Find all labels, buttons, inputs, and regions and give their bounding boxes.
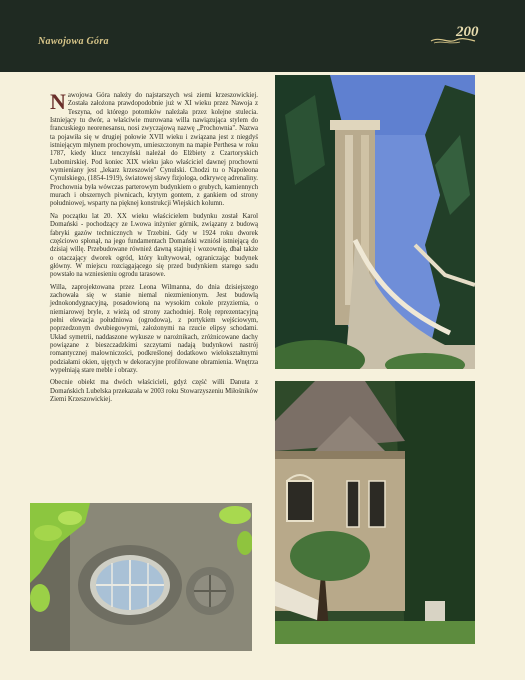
paragraph-1-text: awojowa Góra należy do najstarszych wsi ziemi krzeszowickiej. Została założona prawdopodobnie już w XI wieku przez Nawoja z Teszyna, od którego potomków należała przez kolejne stulecia. Istniejący tu dwór, a właściwie murowana willa nawiązująca stylem do francuskiego neorenesansu, nosi zwyczajową nazwę „Prochownia". Nazwa ta pojawiła się w drugiej połowie XVII wieku i związana jest z niegdyś istniejącym młynem prochowym, umieszczonym na mapie Perthesa w roku 1787, kiedy klucz tenczyński należał do Elżbiety z Czartoryskich Lubomirskiej. Pod koniec XIX wieku jako właściciel dawnej prochowni wymieniany jest „lekarz krzeszowie" Cynulski. Chodzi tu o Napoleona Cynulskiego, (1854-1919), światowej sławy fizjologa, odkrywcę adrenaliny. Prochownia była wówczas parterowym budynkiem o grubych, kamiennych murach i obszernych piwnicach, krytym gontem, z gankiem od strony południowej, wsparty na pięknej konstrukcji Wiejskich kolumn.	[50, 92, 258, 208]
villa-facade-photo	[275, 381, 475, 644]
article-paragraph-4: Obecnie obiekt ma dwóch właścicieli, gdyż część willi Danuta z Domańskich Lubelska przekazała w 2003 roku Stowarzyszeniu Miłośników Ziemi Krzeszowickiej.	[50, 379, 258, 404]
article-body	[50, 89, 258, 408]
page-number: 200	[456, 24, 479, 40]
running-head: Nawojowa Góra	[38, 36, 109, 47]
garden-stairs-photo	[275, 75, 475, 369]
article-paragraph-2: Na początku lat 20. XX wieku właścicielem budynku został Karol Domański - pochodzący ze Lwowa inżynier górnik, związany z budową fabryki gazów technicznych w Trzebini. Gdy w 1924 roku dworek częściowo spłonął, na jego fundamentach Domański wzniósł istniejącą do dzisiaj willę. Przebudowane również dawną stajnię i wozownię, dbał także o otaczający dworek ogród, który kultywował, ograniczając budynek główny. W miejscu rozciągającego się przed budynkiem starego sadu powstało na wzniesieniu ogrodu tarasowe.	[50, 212, 258, 279]
page-header	[0, 0, 525, 72]
drop-cap: N	[50, 89, 66, 114]
oval-window-photo	[30, 503, 252, 651]
article-paragraph-3: Willa, zaprojektowana przez Leona Wilmanna, do dnia dzisiejszego zachowała się w stanie niemal niezmienionym. Jest budowlą jednokondygnacyjną, posadowioną na wysokim cokole przyziemia, o niemiarowej bryle, z wieżą od strony zachodniej. Rolę reprezentacyjną pełni elewacja południowa (ogrodowa), z portykiem wejściowym, poprzedzonym dwubiegowymi, założonymi na rzucie elipsy schodami. Układ symetrii, naddaszone wykusze w narożnikach, zróżnicowane dachy powiązane z bieszczadzkimi szczytami nadają budynkowi nastrój romantycznej malowniczości, podkreślonej dodatkowo wielokształtnymi podziałami okien, ujętych w dekoracyjne profilowane obramienia. Wnętrza wypełniają stare meble i obrazy.	[50, 283, 258, 374]
article-paragraph-1	[50, 89, 258, 209]
